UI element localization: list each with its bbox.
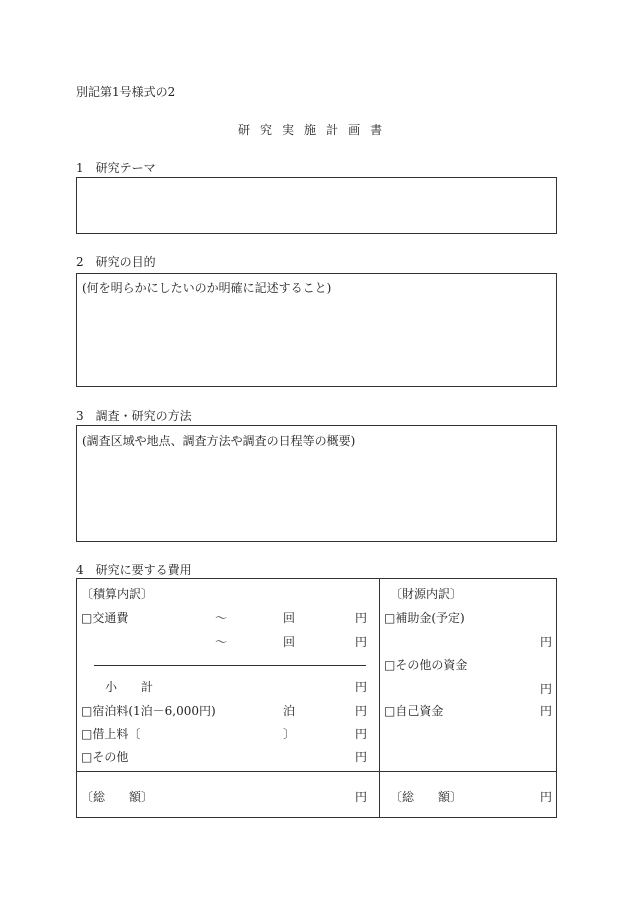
section-number: 2 bbox=[76, 255, 84, 269]
section-label: 研究に要する費用 bbox=[95, 563, 192, 577]
section-1-heading bbox=[76, 162, 156, 174]
times-unit-2: 回 bbox=[283, 635, 296, 649]
rental-checkbox[interactable]: □借上料〔 bbox=[81, 727, 141, 741]
title-char: 究 bbox=[260, 123, 273, 137]
other-checkbox[interactable]: □その他 bbox=[81, 750, 129, 764]
lodging-yen: 円 bbox=[355, 704, 368, 718]
subsidy-checkbox[interactable]: □補助金(予定) bbox=[384, 611, 465, 625]
other-funds-checkbox[interactable]: □その他の資金 bbox=[384, 658, 468, 672]
title-char: 実 bbox=[282, 123, 295, 137]
breakdown-header: 〔積算内訳〕 bbox=[81, 587, 154, 601]
transport-checkbox[interactable]: □交通費 bbox=[81, 611, 129, 625]
other-yen: 円 bbox=[355, 750, 368, 764]
section-4-heading bbox=[76, 564, 192, 576]
subtotal-rule bbox=[94, 665, 366, 666]
yen-unit: 円 bbox=[355, 611, 368, 625]
title-char: 書 bbox=[370, 123, 383, 137]
nights-unit: 泊 bbox=[283, 704, 296, 718]
page-title bbox=[238, 124, 382, 136]
times-unit: 回 bbox=[283, 611, 296, 625]
total-divider bbox=[77, 771, 556, 772]
funding-total-label: 〔総 額〕 bbox=[390, 790, 463, 804]
title-char: 画 bbox=[348, 123, 361, 137]
transport-tilde-2: ～ bbox=[215, 635, 228, 649]
section-label: 研究の目的 bbox=[95, 255, 156, 269]
section-number: 4 bbox=[76, 563, 84, 577]
section-3-heading bbox=[76, 410, 192, 422]
subsidy-yen: 円 bbox=[540, 635, 553, 649]
title-char: 計 bbox=[326, 123, 339, 137]
funding-total-yen: 円 bbox=[540, 790, 553, 804]
research-method-field[interactable] bbox=[76, 425, 557, 542]
title-char: 施 bbox=[304, 123, 317, 137]
column-divider bbox=[379, 579, 380, 817]
rental-yen: 円 bbox=[355, 727, 368, 741]
total-label: 〔総 額〕 bbox=[81, 790, 154, 804]
transport-tilde: ～ bbox=[215, 611, 228, 625]
subtotal-yen: 円 bbox=[355, 680, 368, 694]
yen-unit-2: 円 bbox=[355, 635, 368, 649]
own-funds-checkbox[interactable]: □自己資金 bbox=[384, 704, 444, 718]
cost-table bbox=[76, 578, 557, 818]
title-char: 研 bbox=[238, 123, 251, 137]
section-label: 研究テーマ bbox=[95, 161, 156, 175]
research-theme-field[interactable] bbox=[76, 177, 557, 234]
subtotal-label: 小 計 bbox=[105, 680, 154, 694]
section-2-heading bbox=[76, 256, 156, 268]
section-label: 調査・研究の方法 bbox=[95, 409, 192, 423]
purpose-hint: (何を明らかにしたいのか明確に記述すること) bbox=[82, 281, 332, 295]
funding-header: 〔財源内訳〕 bbox=[390, 587, 463, 601]
method-hint: (調査区域や地点、調査方法や調査の日程等の概要) bbox=[82, 434, 356, 448]
form-id: 別記第1号様式の2 bbox=[76, 85, 176, 99]
section-number: 1 bbox=[76, 161, 84, 175]
lodging-checkbox[interactable]: □宿泊料(1泊－6,000円) bbox=[81, 704, 216, 718]
other-funds-yen: 円 bbox=[540, 682, 553, 696]
own-funds-yen: 円 bbox=[540, 704, 553, 718]
rental-bracket-close: 〕 bbox=[283, 727, 296, 741]
research-purpose-field[interactable] bbox=[76, 273, 557, 387]
section-number: 3 bbox=[76, 409, 84, 423]
total-yen: 円 bbox=[355, 790, 368, 804]
